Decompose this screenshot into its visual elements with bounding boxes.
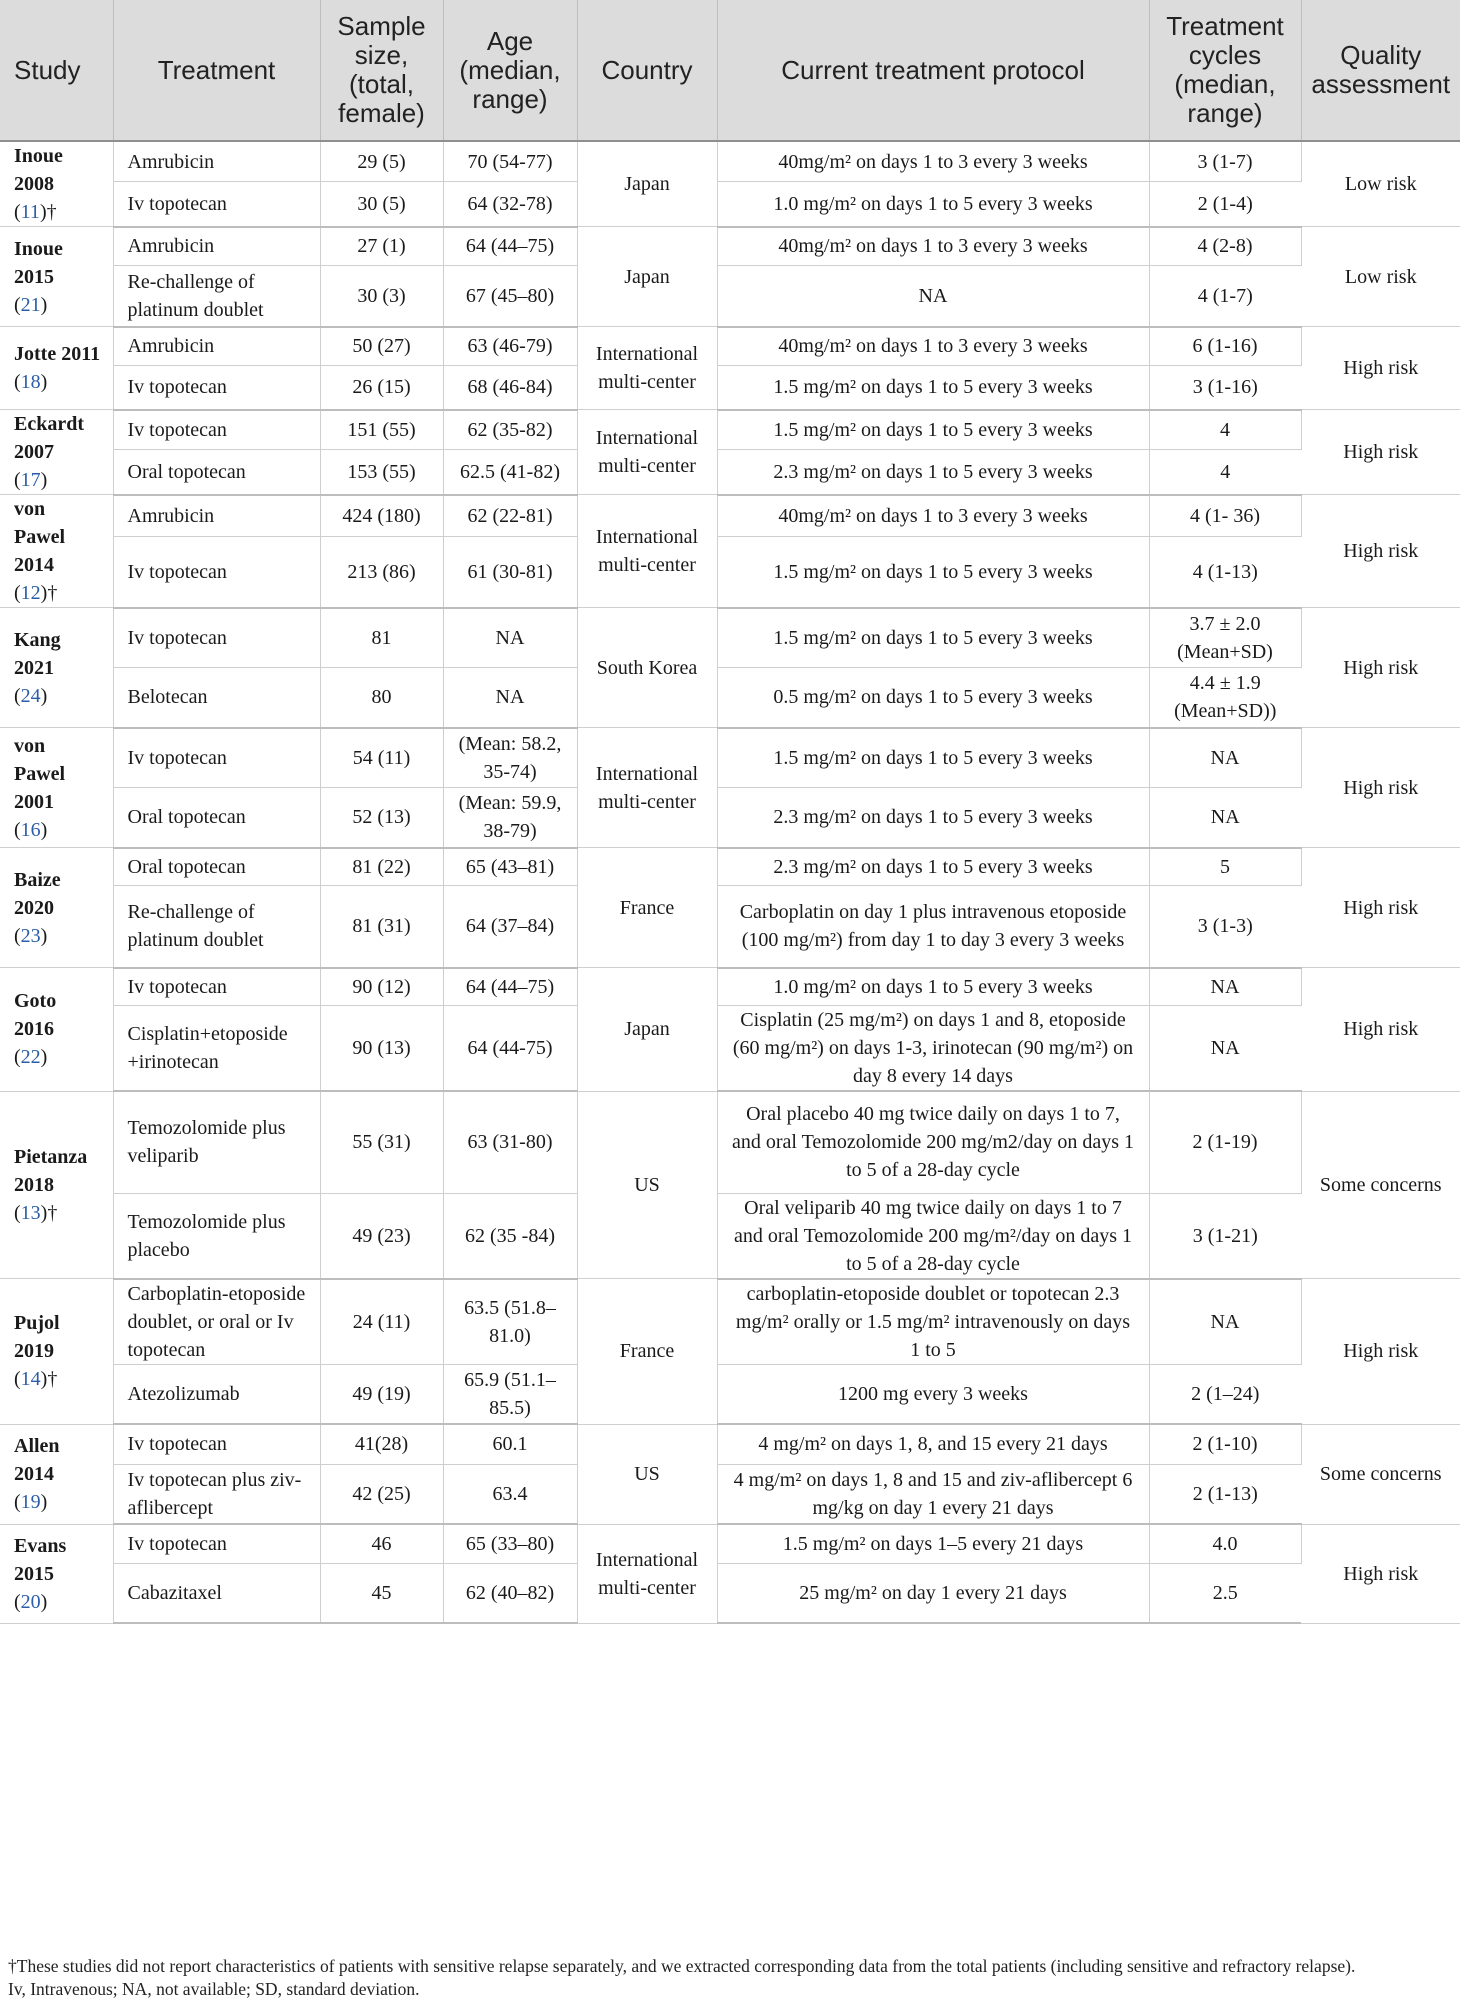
cycles-cell: 4.0: [1149, 1524, 1301, 1563]
footnote-abbreviations: Iv, Intravenous; NA, not available; SD, standard deviation.: [8, 1979, 420, 1999]
treatment-cell: Amrubicin: [113, 227, 320, 266]
study-cell: Jotte 2011 (18): [0, 327, 113, 410]
reference-link[interactable]: 21: [20, 293, 41, 316]
sample-size-cell: 49 (23): [320, 1193, 443, 1279]
protocol-cell: 25 mg/m² on day 1 every 21 days: [717, 1563, 1149, 1623]
table-row: [0, 728, 1460, 788]
treatment-cell: Belotecan: [113, 668, 320, 728]
country-cell: International multi-center: [577, 410, 717, 495]
protocol-cell: 4 mg/m² on days 1, 8 and 15 and ziv-aflibercept 6 mg/kg on day 1 every 21 days: [717, 1464, 1149, 1524]
study-cell: Eckardt 2007 (17): [0, 410, 113, 495]
cycles-cell: 2 (1-4): [1149, 182, 1301, 227]
sample-size-cell: 81 (31): [320, 886, 443, 968]
country-cell: South Korea: [577, 608, 717, 728]
table-row: [0, 327, 1460, 366]
table-row: [0, 1563, 1460, 1623]
cycles-cell: 4: [1149, 410, 1301, 450]
country-cell: US: [577, 1091, 717, 1279]
protocol-cell: 1.5 mg/m² on days 1 to 5 every 3 weeks: [717, 536, 1149, 607]
age-cell: 68 (46-84): [443, 366, 577, 410]
cycles-cell: 3.7 ± 2.0 (Mean+SD): [1149, 608, 1301, 668]
age-cell: NA: [443, 608, 577, 668]
protocol-cell: Carboplatin on day 1 plus intravenous etoposide (100 mg/m²) from day 1 to day 3 every 3 weeks: [717, 886, 1149, 968]
treatment-cell: Amrubicin: [113, 141, 320, 182]
age-cell: 61 (30-81): [443, 536, 577, 607]
table-row: [0, 182, 1460, 227]
treatment-cell: Cisplatin+etoposide +irinotecan: [113, 1006, 320, 1092]
study-name: Kang 2021: [14, 628, 61, 679]
study-cell: Goto 2016 (22): [0, 968, 113, 1092]
protocol-cell: 40mg/m² on days 1 to 3 every 3 weeks: [717, 327, 1149, 366]
reference-link[interactable]: 24: [20, 684, 41, 707]
table-row: [0, 536, 1460, 607]
age-cell: 60.1: [443, 1424, 577, 1464]
reference-link[interactable]: 11: [20, 201, 40, 223]
treatment-cell: Temozolomide plus placebo: [113, 1193, 320, 1279]
quality-cell: High risk: [1301, 410, 1460, 495]
study-cell: Allen 2014 (19): [0, 1424, 113, 1524]
sample-size-cell: 55 (31): [320, 1091, 443, 1193]
table-row: [0, 1279, 1460, 1365]
study-cell: Baize 2020 (23): [0, 848, 113, 968]
header-col-quality: Quality assessment: [1301, 0, 1460, 141]
age-cell: (Mean: 58.2, 35-74): [443, 728, 577, 788]
protocol-cell: 2.3 mg/m² on days 1 to 5 every 3 weeks: [717, 788, 1149, 848]
sample-size-cell: 151 (55): [320, 410, 443, 450]
cycles-cell: 3 (1-21): [1149, 1193, 1301, 1279]
treatment-cell: Amrubicin: [113, 495, 320, 537]
study-name: Baize 2020: [14, 868, 61, 919]
age-cell: 62 (35 -84): [443, 1193, 577, 1279]
age-cell: 64 (44–75): [443, 968, 577, 1006]
sample-size-cell: 52 (13): [320, 788, 443, 848]
reference-link[interactable]: 13: [20, 1201, 41, 1224]
cycles-cell: NA: [1149, 1279, 1301, 1365]
footnote-dagger: †These studies did not report characteristics of patients with sensitive relapse separately, and we extracted corresponding data from the total patients (including sensitive and refractory relapse).: [8, 1956, 1356, 1976]
country-cell: France: [577, 1279, 717, 1425]
age-cell: 63.5 (51.8–81.0): [443, 1279, 577, 1365]
age-cell: 64 (44-75): [443, 1006, 577, 1092]
sample-size-cell: 41(28): [320, 1424, 443, 1464]
table-row: [0, 1193, 1460, 1279]
sample-size-cell: 24 (11): [320, 1279, 443, 1365]
protocol-cell: Cisplatin (25 mg/m²) on days 1 and 8, etoposide (60 mg/m²) on days 1-3, irinotecan (90 mg/m²) on day 8 every 14 days: [717, 1006, 1149, 1092]
protocol-cell: 1.0 mg/m² on days 1 to 5 every 3 weeks: [717, 182, 1149, 227]
cycles-cell: 4 (1-13): [1149, 536, 1301, 607]
protocol-cell: 1.5 mg/m² on days 1 to 5 every 3 weeks: [717, 366, 1149, 410]
header-col-cycles: Treatment cycles (median, range): [1149, 0, 1301, 141]
quality-cell: Some concerns: [1301, 1091, 1460, 1279]
age-cell: 62 (35-82): [443, 410, 577, 450]
age-cell: 62 (22-81): [443, 495, 577, 537]
country-cell: France: [577, 848, 717, 968]
cycles-cell: NA: [1149, 968, 1301, 1006]
sample-size-cell: 27 (1): [320, 227, 443, 266]
study-name: Evans 2015: [14, 1534, 67, 1585]
table-row: [0, 495, 1460, 537]
age-cell: 62 (40–82): [443, 1563, 577, 1623]
treatment-cell: Iv topotecan: [113, 182, 320, 227]
protocol-cell: 2.3 mg/m² on days 1 to 5 every 3 weeks: [717, 450, 1149, 495]
quality-cell: High risk: [1301, 968, 1460, 1092]
sample-size-cell: 49 (19): [320, 1364, 443, 1424]
dagger-mark: †: [47, 1201, 58, 1224]
protocol-cell: 40mg/m² on days 1 to 3 every 3 weeks: [717, 141, 1149, 182]
treatment-cell: Temozolomide plus veliparib: [113, 1091, 320, 1193]
sample-size-cell: 81 (22): [320, 848, 443, 886]
sample-size-cell: 80: [320, 668, 443, 728]
quality-cell: High risk: [1301, 848, 1460, 968]
treatment-cell: Iv topotecan: [113, 366, 320, 410]
table-row: [0, 1424, 1460, 1464]
reference-link[interactable]: 19: [20, 1491, 41, 1513]
header-row: [0, 0, 1460, 141]
table-row: [0, 1524, 1460, 1563]
age-cell: 64 (44–75): [443, 227, 577, 266]
quality-cell: Low risk: [1301, 141, 1460, 227]
reference-link[interactable]: 18: [20, 371, 41, 393]
country-cell: International multi-center: [577, 1524, 717, 1623]
header-col-sample-size: Sample size, (total, female): [320, 0, 443, 141]
sample-size-cell: 90 (12): [320, 968, 443, 1006]
reference-link[interactable]: 16: [20, 818, 41, 841]
table-footnotes: [8, 1955, 1458, 2001]
sample-size-cell: 45: [320, 1563, 443, 1623]
table-row: [0, 1464, 1460, 1524]
cycles-cell: 6 (1-16): [1149, 327, 1301, 366]
study-name: von Pawel 2014: [14, 498, 66, 576]
country-cell: International multi-center: [577, 495, 717, 608]
sample-size-cell: 42 (25): [320, 1464, 443, 1524]
study-cell: Pujol 2019 (14)†: [0, 1279, 113, 1425]
table-body: [0, 141, 1460, 1623]
protocol-cell: 1.5 mg/m² on days 1–5 every 21 days: [717, 1524, 1149, 1563]
cycles-cell: NA: [1149, 728, 1301, 788]
header-col-treatment: Treatment: [113, 0, 320, 141]
header-col-age: Age (median, range): [443, 0, 577, 141]
protocol-cell: 40mg/m² on days 1 to 3 every 3 weeks: [717, 495, 1149, 537]
age-cell: 64 (32-78): [443, 182, 577, 227]
sample-size-cell: 46: [320, 1524, 443, 1563]
protocol-cell: 1.0 mg/m² on days 1 to 5 every 3 weeks: [717, 968, 1149, 1006]
table-row: [0, 266, 1460, 327]
table-row: [0, 1364, 1460, 1424]
age-cell: 65.9 (51.1–85.5): [443, 1364, 577, 1424]
cycles-cell: 3 (1-7): [1149, 141, 1301, 182]
country-cell: US: [577, 1424, 717, 1524]
treatment-cell: Carboplatin-etoposide doublet, or oral or Iv topotecan: [113, 1279, 320, 1365]
study-cell: Evans 2015 (20): [0, 1524, 113, 1623]
protocol-cell: carboplatin-etoposide doublet or topotecan 2.3 mg/m² orally or 1.5 mg/m² intravenously on days 1 to 5: [717, 1279, 1149, 1365]
cycles-cell: 2 (1–24): [1149, 1364, 1301, 1424]
protocol-cell: Oral veliparib 40 mg twice daily on days 1 to 7 and oral Temozolomide 200 mg/m²/day on days 1 to 5 of a 28-day cycle: [717, 1193, 1149, 1279]
protocol-cell: 1.5 mg/m² on days 1 to 5 every 3 weeks: [717, 728, 1149, 788]
age-cell: 64 (37–84): [443, 886, 577, 968]
quality-cell: High risk: [1301, 1524, 1460, 1623]
cycles-cell: 2 (1-10): [1149, 1424, 1301, 1464]
country-cell: International multi-center: [577, 728, 717, 848]
quality-cell: High risk: [1301, 495, 1460, 608]
country-cell: Japan: [577, 141, 717, 227]
quality-cell: High risk: [1301, 327, 1460, 410]
sample-size-cell: 424 (180): [320, 495, 443, 537]
age-cell: 63.4: [443, 1464, 577, 1524]
age-cell: 70 (54-77): [443, 141, 577, 182]
dagger-mark: †: [47, 1368, 58, 1391]
cycles-cell: 4 (1- 36): [1149, 495, 1301, 537]
treatment-cell: Iv topotecan: [113, 410, 320, 450]
cycles-cell: 4: [1149, 450, 1301, 495]
study-cell: Inoue 2008 (11)†: [0, 141, 113, 227]
table-row: [0, 668, 1460, 728]
table-row: [0, 788, 1460, 848]
dagger-mark: †: [46, 201, 57, 223]
quality-cell: Low risk: [1301, 227, 1460, 327]
quality-cell: High risk: [1301, 728, 1460, 848]
study-name: Inoue 2008: [14, 145, 63, 195]
table-row: [0, 608, 1460, 668]
sample-size-cell: 90 (13): [320, 1006, 443, 1092]
study-name: Allen 2014: [14, 1435, 60, 1485]
treatment-cell: Re-challenge of platinum doublet: [113, 886, 320, 968]
protocol-cell: 1.5 mg/m² on days 1 to 5 every 3 weeks: [717, 608, 1149, 668]
table-row: [0, 848, 1460, 886]
table-row: [0, 1091, 1460, 1193]
table-row: [0, 450, 1460, 495]
protocol-cell: NA: [717, 266, 1149, 327]
study-name: Eckardt 2007: [14, 413, 84, 463]
protocol-cell: 0.5 mg/m² on days 1 to 5 every 3 weeks: [717, 668, 1149, 728]
table-row: [0, 886, 1460, 968]
quality-cell: High risk: [1301, 1279, 1460, 1425]
sample-size-cell: 153 (55): [320, 450, 443, 495]
sample-size-cell: 30 (3): [320, 266, 443, 327]
treatment-cell: Re-challenge of platinum doublet: [113, 266, 320, 327]
protocol-cell: 40mg/m² on days 1 to 3 every 3 weeks: [717, 227, 1149, 266]
study-cell: Kang 2021 (24): [0, 608, 113, 728]
sample-size-cell: 54 (11): [320, 728, 443, 788]
country-cell: Japan: [577, 227, 717, 327]
cycles-cell: 4 (2-8): [1149, 227, 1301, 266]
table-row: [0, 968, 1460, 1006]
treatment-cell: Iv topotecan: [113, 728, 320, 788]
country-cell: International multi-center: [577, 327, 717, 410]
sample-size-cell: 29 (5): [320, 141, 443, 182]
treatment-cell: Cabazitaxel: [113, 1563, 320, 1623]
header-col-protocol: Current treatment protocol: [717, 0, 1149, 141]
age-cell: 65 (43–81): [443, 848, 577, 886]
sample-size-cell: 26 (15): [320, 366, 443, 410]
study-name: Jotte 2011: [14, 343, 101, 365]
treatment-cell: Iv topotecan: [113, 536, 320, 607]
sample-size-cell: 213 (86): [320, 536, 443, 607]
cycles-cell: 2 (1-19): [1149, 1091, 1301, 1193]
protocol-cell: 1200 mg every 3 weeks: [717, 1364, 1149, 1424]
treatment-cell: Iv topotecan plus ziv-aflibercept: [113, 1464, 320, 1524]
age-cell: 65 (33–80): [443, 1524, 577, 1563]
dagger-mark: †: [47, 582, 58, 604]
treatment-cell: Iv topotecan: [113, 968, 320, 1006]
cycles-cell: 4 (1-7): [1149, 266, 1301, 327]
protocol-cell: 4 mg/m² on days 1, 8, and 15 every 21 days: [717, 1424, 1149, 1464]
cycles-cell: 5: [1149, 848, 1301, 886]
reference-link[interactable]: 17: [20, 469, 41, 491]
study-cell: Pietanza 2018 (13)†: [0, 1091, 113, 1279]
reference-link[interactable]: 22: [20, 1046, 41, 1069]
reference-link[interactable]: 20: [20, 1590, 41, 1613]
cycles-cell: 2 (1-13): [1149, 1464, 1301, 1524]
table-row: [0, 410, 1460, 450]
protocol-cell: 2.3 mg/m² on days 1 to 5 every 3 weeks: [717, 848, 1149, 886]
reference-link[interactable]: 23: [20, 924, 41, 947]
cycles-cell: NA: [1149, 1006, 1301, 1092]
cycles-cell: NA: [1149, 788, 1301, 848]
study-name: Pujol 2019: [14, 1312, 60, 1363]
reference-link[interactable]: 14: [20, 1368, 41, 1391]
treatment-cell: Amrubicin: [113, 327, 320, 366]
country-cell: Japan: [577, 968, 717, 1092]
protocol-cell: 1.5 mg/m² on days 1 to 5 every 3 weeks: [717, 410, 1149, 450]
study-cell: Inoue 2015 (21): [0, 227, 113, 327]
treatment-cell: Atezolizumab: [113, 1364, 320, 1424]
sample-size-cell: 50 (27): [320, 327, 443, 366]
quality-cell: Some concerns: [1301, 1424, 1460, 1524]
age-cell: NA: [443, 668, 577, 728]
cycles-cell: 4.4 ± 1.9 (Mean+SD)): [1149, 668, 1301, 728]
study-cell: von Pawel 2001 (16): [0, 728, 113, 848]
study-name: von Pawel 2001: [14, 734, 66, 813]
treatment-cell: Iv topotecan: [113, 1524, 320, 1563]
age-cell: 63 (46-79): [443, 327, 577, 366]
age-cell: 63 (31-80): [443, 1091, 577, 1193]
study-name: Goto 2016: [14, 990, 57, 1041]
cycles-cell: 3 (1-16): [1149, 366, 1301, 410]
treatment-cell: Oral topotecan: [113, 788, 320, 848]
treatment-cell: Oral topotecan: [113, 450, 320, 495]
table-row: [0, 366, 1460, 410]
study-name: Inoue 2015: [14, 237, 63, 288]
table-row: [0, 1006, 1460, 1092]
age-cell: 67 (45–80): [443, 266, 577, 327]
cycles-cell: 2.5: [1149, 1563, 1301, 1623]
study-cell: von Pawel 2014 (12)†: [0, 495, 113, 608]
reference-link[interactable]: 12: [20, 582, 41, 604]
sample-size-cell: 81: [320, 608, 443, 668]
treatment-cell: Iv topotecan: [113, 1424, 320, 1464]
cycles-cell: 3 (1-3): [1149, 886, 1301, 968]
treatment-cell: Oral topotecan: [113, 848, 320, 886]
header-col-country: Country: [577, 0, 717, 141]
quality-cell: High risk: [1301, 608, 1460, 728]
sample-size-cell: 30 (5): [320, 182, 443, 227]
study-name: Pietanza 2018: [14, 1145, 88, 1196]
protocol-cell: Oral placebo 40 mg twice daily on days 1 to 7, and oral Temozolomide 200 mg/m2/day on days 1 to 5 of a 28-day cycle: [717, 1091, 1149, 1193]
age-cell: (Mean: 59.9, 38-79): [443, 788, 577, 848]
table-row: [0, 141, 1460, 182]
treatment-cell: Iv topotecan: [113, 608, 320, 668]
header-col-study: Study: [0, 0, 113, 141]
table-row: [0, 227, 1460, 266]
age-cell: 62.5 (41-82): [443, 450, 577, 495]
